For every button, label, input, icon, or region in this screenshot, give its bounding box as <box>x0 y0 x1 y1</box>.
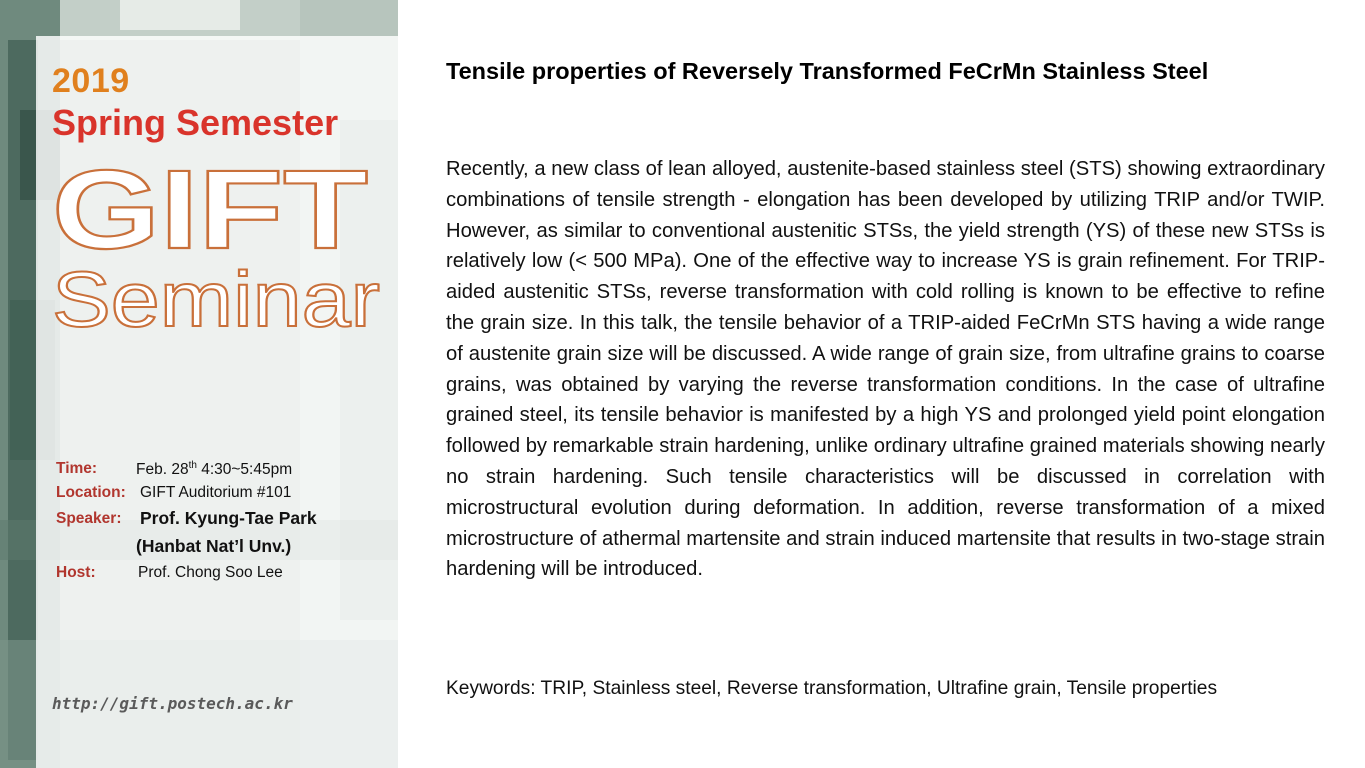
speaker-name: Prof. Kyung-Tae Park <box>140 508 317 528</box>
gift-wordmark: GIFT <box>52 150 368 272</box>
host-label: Host: <box>56 564 96 581</box>
speaker-row <box>56 508 396 536</box>
location-row <box>56 484 396 508</box>
speaker-affiliation-row <box>56 536 396 564</box>
seminar-wordmark: Seminar <box>52 255 380 340</box>
time-value: Feb. 28th 4:30~5:45pm <box>136 460 293 479</box>
speaker-label: Speaker: <box>56 510 122 527</box>
host-value: Prof. Chong Soo Lee <box>138 564 283 581</box>
poster-semester: Spring Semester <box>52 102 339 143</box>
talk-title: Tensile properties of Reversely Transformed FeCrMn Stainless Steel <box>446 58 1209 84</box>
location-label: Location: <box>56 484 126 501</box>
time-label: Time: <box>56 460 98 477</box>
gift-seminar-logo <box>48 150 388 340</box>
seminar-info <box>56 460 396 588</box>
poster-panel <box>0 0 398 768</box>
talk-abstract: Recently, a new class of lean alloyed, austenite-based stainless steel (STS) showing extraordinary combinations of tensile strength - elongation has been developed by utilizing TRIP and/or TWIP. However, as similar to conventional austenitic STSs, the yield strength (YS) of these new STSs is relatively low (< 500 MPa). One of the effective way to increase YS is grain refinement. For TRIP-aided austenitic STSs, reverse transformation with cold rolling is known to be effective to refine the grain size. In this talk, the tensile behavior of a TRIP-aided FeCrMn STS having a wide range of austenite grain size will be discussed. A wide range of grain size, from ultrafine grains to coarse grains, was obtained by varying the reverse transformation conditions. In the case of ultrafine grained steel, its tensile behavior is manifested by a high YS and prolonged yield point elongation followed by remarkable strain hardening, unlike ordinary ultrafine grained materials showing nearly no strain hardening. Such tensile characteristics will be discussed in correlation with microstructural evolution during deformation. In addition, reverse transformation of a mixed microstructure of athermal martensite and strain induced martensite that results in two-stage strain hardening will be introduced. <box>446 158 1325 581</box>
location-value: GIFT Auditorium #101 <box>140 484 292 501</box>
poster-year: 2019 <box>52 62 130 100</box>
host-row <box>56 564 396 588</box>
speaker-affiliation: (Hanbat Nat’l Unv.) <box>136 536 292 556</box>
gift-website-link[interactable]: http://gift.postech.ac.kr <box>52 694 293 713</box>
time-row <box>56 460 396 484</box>
poster-overlay <box>36 36 398 768</box>
talk-keywords: Keywords: TRIP, Stainless steel, Reverse transformation, Ultrafine grain, Tensile properties <box>446 678 1218 699</box>
